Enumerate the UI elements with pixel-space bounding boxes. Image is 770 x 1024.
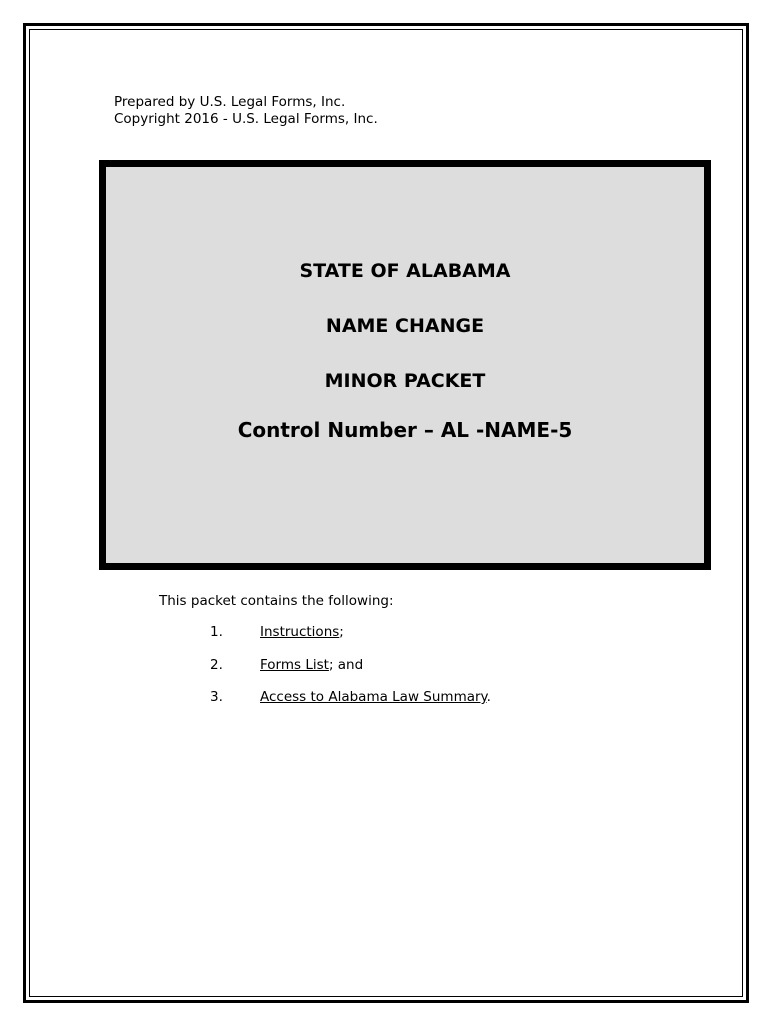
list-item-suffix: ; bbox=[339, 624, 344, 640]
state-title: STATE OF ALABAMA bbox=[299, 260, 511, 282]
list-item-number: 1. bbox=[210, 624, 223, 640]
law-summary-link[interactable]: Access to Alabama Law Summary bbox=[260, 689, 487, 705]
forms-list-link[interactable]: Forms List bbox=[260, 656, 329, 673]
control-number-title: Control Number – AL -NAME-5 bbox=[237, 418, 573, 442]
minor-packet-title: MINOR PACKET bbox=[324, 370, 486, 392]
list-item bbox=[210, 689, 491, 722]
title-box bbox=[99, 160, 711, 570]
contents-list bbox=[210, 624, 491, 722]
prepared-by-text: Prepared by U.S. Legal Forms, Inc. bbox=[114, 94, 346, 110]
name-change-title: NAME CHANGE bbox=[325, 315, 485, 337]
list-item-number: 3. bbox=[210, 689, 223, 705]
list-item-suffix: . bbox=[486, 689, 491, 705]
instructions-link[interactable]: Instructions bbox=[260, 624, 340, 640]
list-item bbox=[210, 657, 491, 690]
list-item-number: 2. bbox=[210, 656, 223, 673]
header-lines bbox=[114, 94, 378, 128]
packet-intro-text: This packet contains the following: bbox=[159, 593, 394, 609]
list-item bbox=[210, 624, 491, 657]
list-item-suffix: ; and bbox=[328, 656, 364, 673]
copyright-text: Copyright 2016 - U.S. Legal Forms, Inc. bbox=[114, 111, 378, 127]
